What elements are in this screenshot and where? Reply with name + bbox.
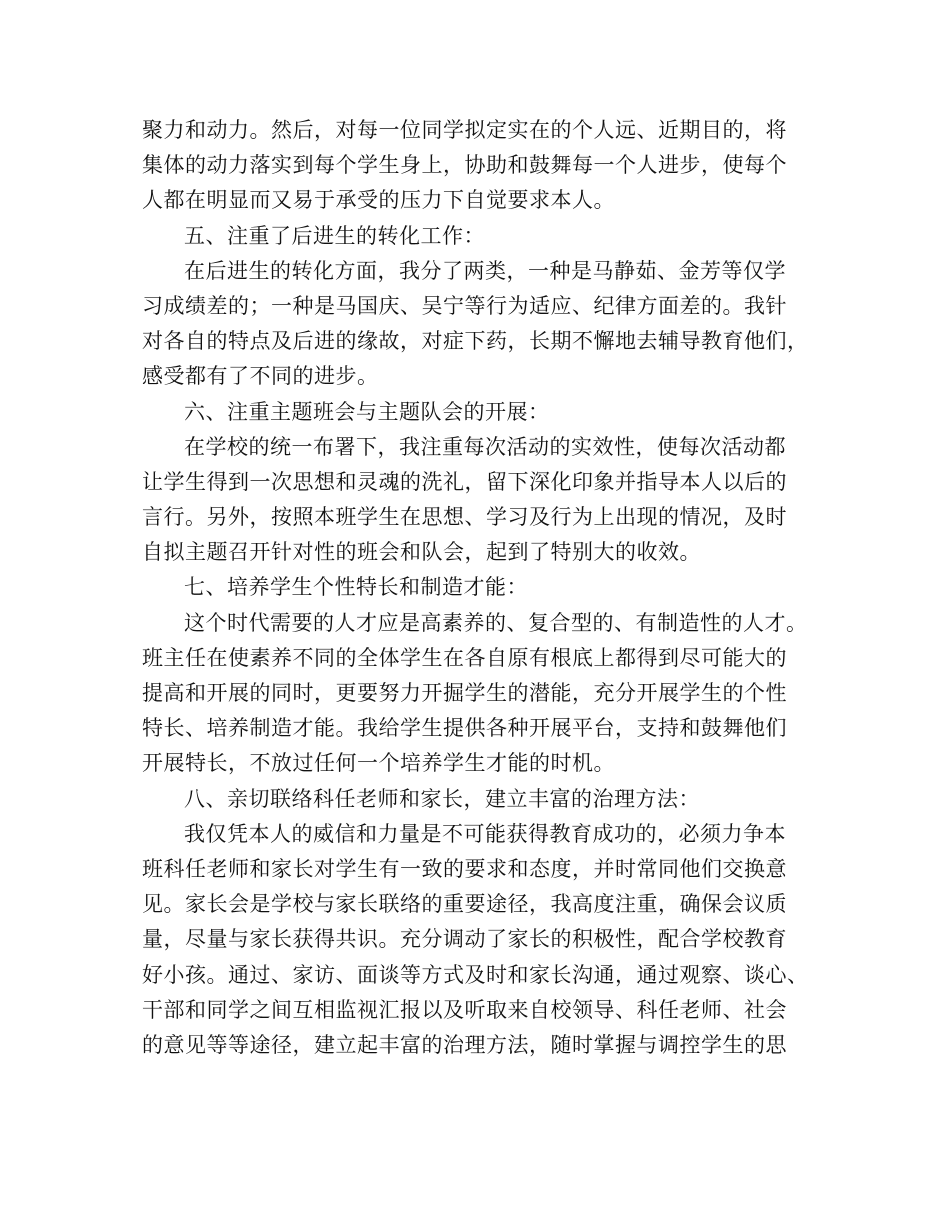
text-line: 让学生得到一次思想和灵魂的洗礼，留下深化印象并指导本人以后的 (142, 469, 787, 494)
text-line: 七、培养学生个性特长和制造才能： (184, 575, 528, 600)
text-line: 好小孩。通过、家访、面谈等方式及时和家长沟通，通过观察、谈心、 (142, 962, 809, 987)
text-line: 五、注重了后进生的转化工作： (184, 223, 485, 248)
text-line: 在学校的统一布署下，我注重每次活动的实效性，使每次活动都 (184, 434, 786, 459)
text-line: 在后进生的转化方面，我分了两类，一种是马静茹、金芳等仅学 (184, 258, 786, 283)
text-line: 班主任在使素养不同的全体学生在各自原有根底上都得到尽可能大的 (142, 645, 787, 670)
text-line: 开展特长，不放过任何一个培养学生才能的时机。 (142, 751, 615, 776)
text-line: 见。家长会是学校与家长联络的重要途径，我高度注重，确保会议质 (142, 892, 787, 917)
text-line: 量，尽量与家长获得共识。充分调动了家长的积极性，配合学校教育 (142, 927, 787, 952)
text-line: 特长、培养制造才能。我给学生提供各种开展平台，支持和鼓舞他们 (142, 716, 787, 741)
text-line: 的意见等等途径，建立起丰富的治理方法，随时掌握与调控学生的思 (142, 1032, 787, 1057)
text-line: 我仅凭本人的威信和力量是不可能获得教育成功的，必须力争本 (184, 821, 786, 846)
body-text (142, 113, 822, 1063)
text-line: 自拟主题召开针对性的班会和队会，起到了特别大的收效。 (142, 540, 701, 565)
text-line: 集体的动力落实到每个学生身上，协助和鼓舞每一个人进步，使每个 (142, 153, 787, 178)
text-line: 提高和开展的同时，更要努力开掘学生的潜能，充分开展学生的个性 (142, 681, 787, 705)
text-line: 习成绩差的；一种是马国庆、吴宁等行为适应、纪律方面差的。我针 (142, 293, 787, 318)
text-line: 八、亲切联络科任老师和家长，建立丰富的治理方法： (184, 786, 700, 811)
text-line: 干部和同学之间互相监视汇报以及听取来自校领导、科任老师、社会 (142, 997, 787, 1022)
text-line: 班科任老师和家长对学生有一致的要求和态度，并时常同他们交换意 (142, 856, 787, 881)
text-line: 对各自的特点及后进的缘故，对症下药，长期不懈地去辅导教育他们， (142, 329, 809, 354)
text-line: 人都在明显而又易于承受的压力下自觉要求本人。 (142, 188, 615, 213)
text-line: 聚力和动力。然后，对每一位同学拟定实在的个人远、近期目的，将 (142, 118, 787, 142)
text-line: 六、注重主题班会与主题队会的开展： (184, 399, 550, 424)
text-line: 言行。另外，按照本班学生在思想、学习及行为上出现的情况，及时 (142, 505, 787, 530)
text-line: 感受都有了不同的进步。 (142, 364, 379, 389)
text-line: 这个时代需要的人才应是高素养的、复合型的、有制造性的人才。 (184, 610, 808, 635)
